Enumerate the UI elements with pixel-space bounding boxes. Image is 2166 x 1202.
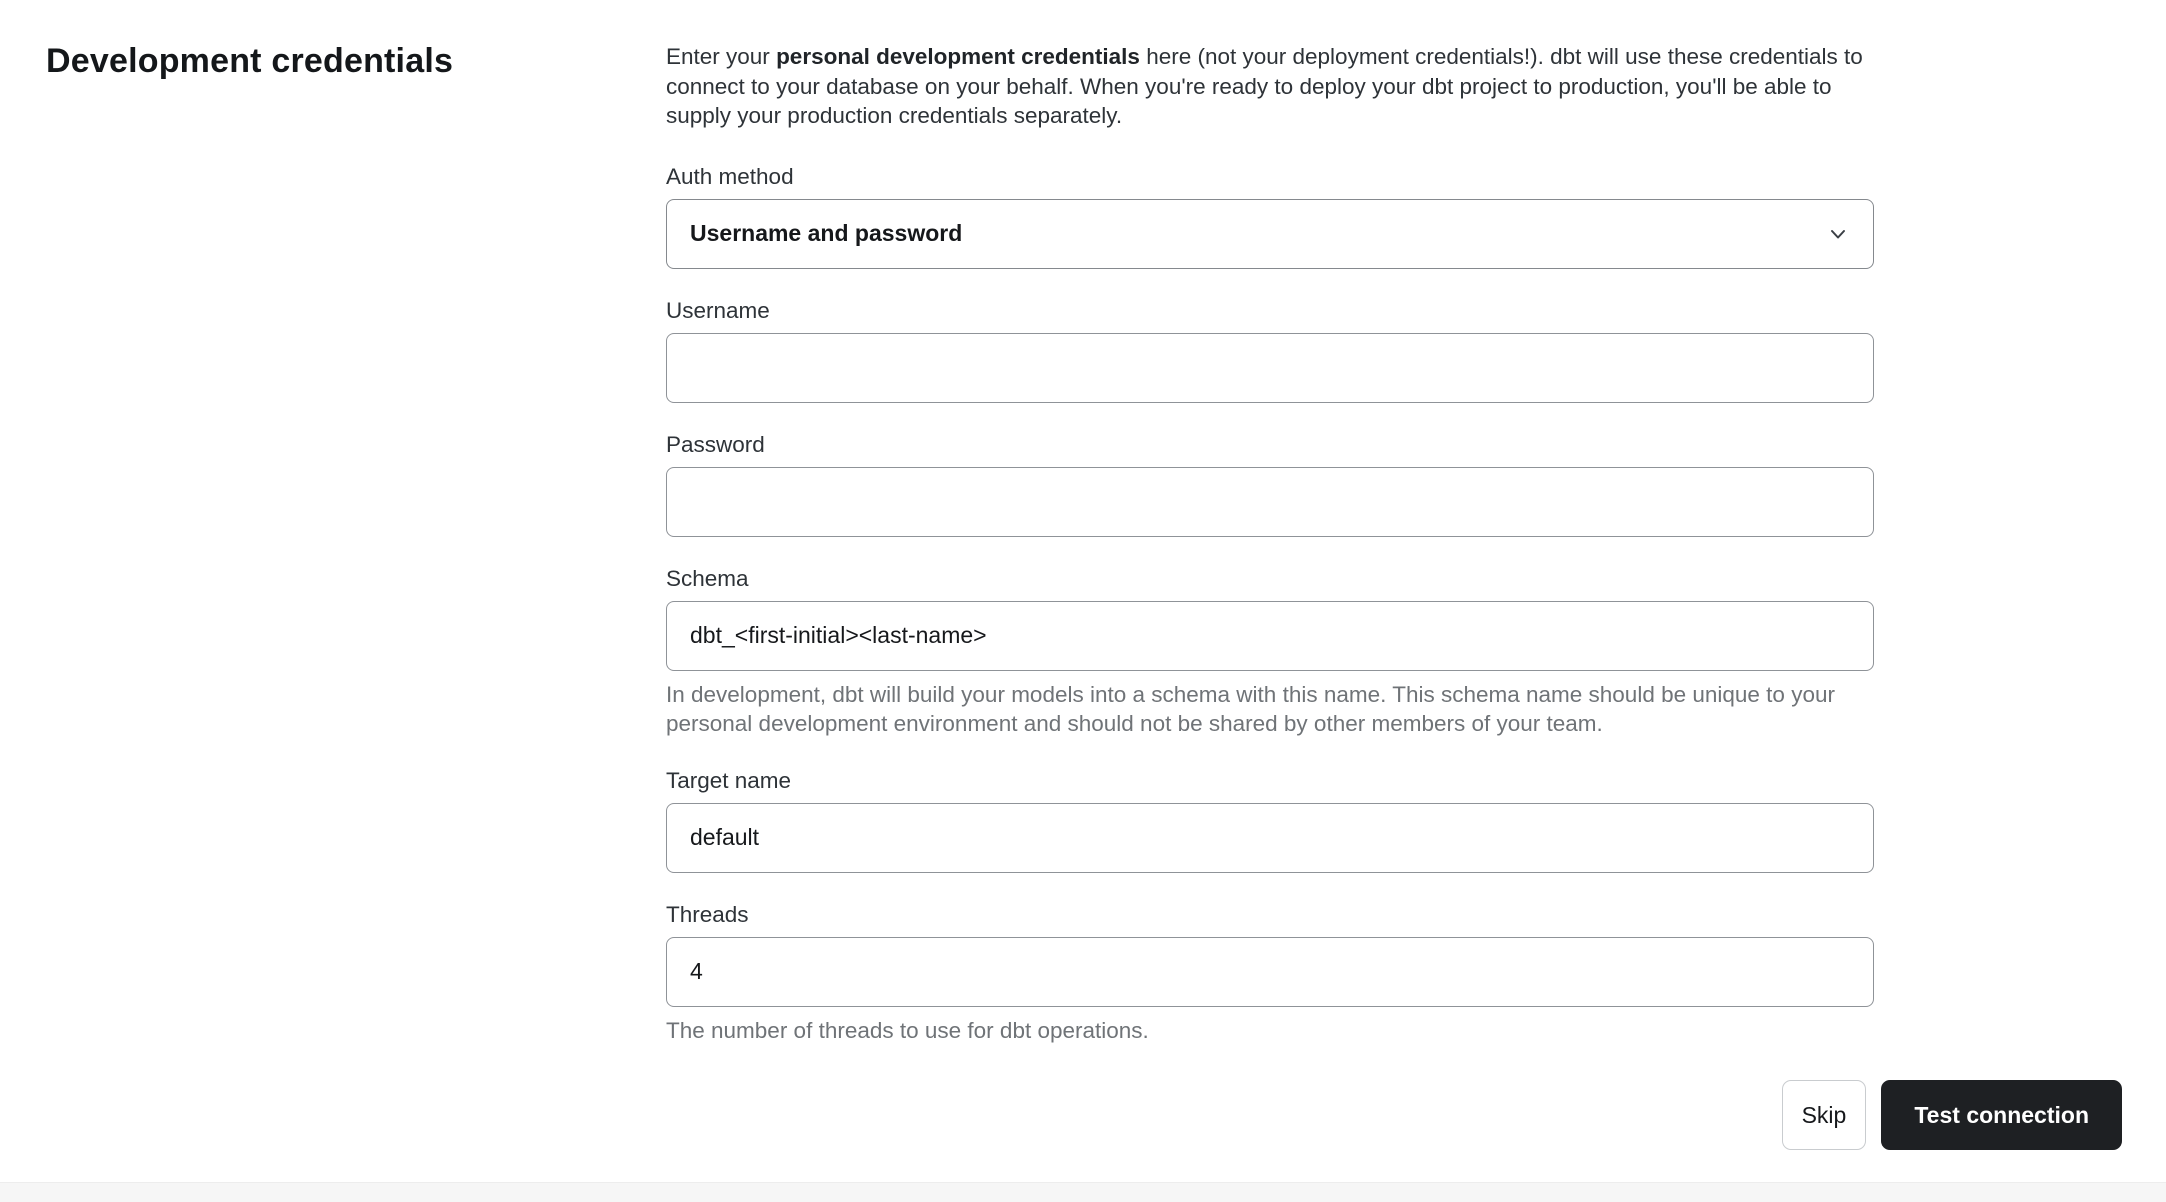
- intro-text-bold: personal development credentials: [776, 44, 1140, 69]
- auth-method-select[interactable]: [666, 199, 1874, 269]
- schema-label: Schema: [666, 565, 749, 591]
- target-name-label: Target name: [666, 767, 792, 793]
- auth-method-selected-value: Username and password: [690, 220, 963, 246]
- content-grid: [46, 40, 1874, 1074]
- test-connection-button[interactable]: Test connection: [1881, 1080, 2122, 1150]
- page-title: Development credentials: [46, 42, 454, 80]
- threads-help-text: The number of threads to use for dbt operations.: [666, 1017, 1149, 1043]
- intro-text-prefix: Enter your: [666, 44, 777, 69]
- intro-text-suffix: here (not your deployment credentials!). dbt will use these credentials to connect to your database on your behalf. When you're ready to deploy your dbt project to production, you'll be able to supply your production credentials separately.: [666, 44, 1863, 128]
- auth-method-label: Auth method: [666, 163, 794, 189]
- schema-help-text: In development, dbt will build your models into a schema with this name. This schema name should be unique to your personal development environment and should not be shared by other members of your team.: [666, 681, 1835, 736]
- form-actions: [1782, 1080, 2122, 1150]
- target-name-input[interactable]: [666, 803, 1874, 873]
- password-label: Password: [666, 431, 765, 457]
- chevron-down-icon: [1827, 223, 1849, 245]
- username-input[interactable]: [666, 333, 1874, 403]
- title-column: [46, 40, 666, 1074]
- password-input[interactable]: [666, 467, 1874, 537]
- bottom-divider-strip: [0, 1182, 2166, 1202]
- threads-input[interactable]: [666, 937, 1874, 1007]
- intro-paragraph: [666, 42, 1874, 131]
- schema-input[interactable]: [666, 601, 1874, 671]
- threads-label: Threads: [666, 901, 749, 927]
- skip-button[interactable]: Skip: [1782, 1080, 1867, 1150]
- username-label: Username: [666, 297, 770, 323]
- credentials-form: [666, 40, 1874, 1074]
